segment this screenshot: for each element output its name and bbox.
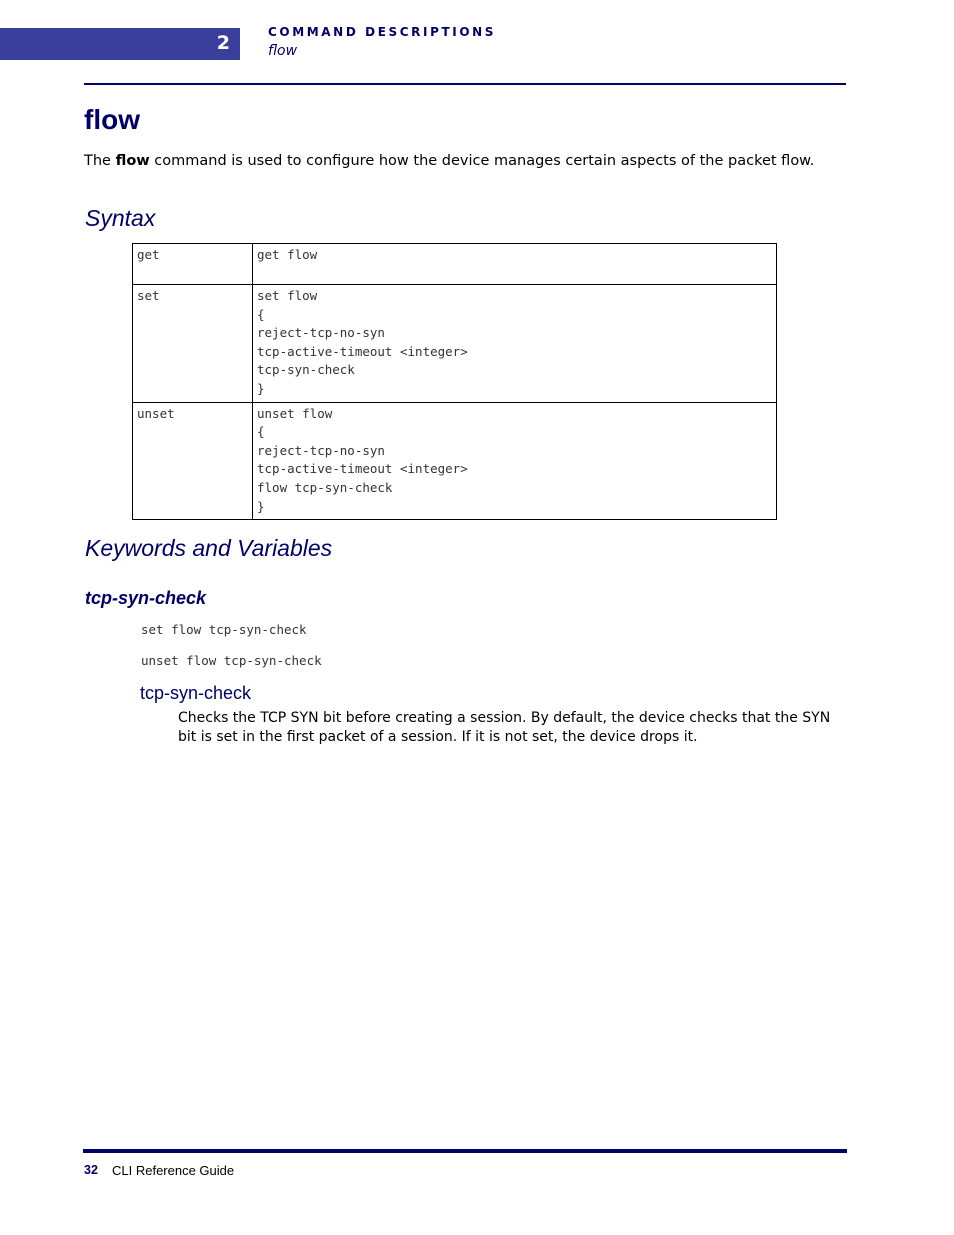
syntax-row-set xyxy=(133,285,777,403)
syntax-row-get xyxy=(133,244,777,285)
keyword-description: Checks the TCP SYN bit before creating a session. By default, the device checks that the SYN bit is set in the first packet of a session. If it is not set, the device drops it. xyxy=(178,710,831,745)
syntax-table xyxy=(132,243,777,520)
intro-prefix: The xyxy=(84,153,116,169)
running-header-subsection: flow xyxy=(268,43,298,59)
footer-rule xyxy=(83,1149,847,1153)
code-example: set flow tcp-syn-check xyxy=(141,622,307,637)
syntax-usage: get flow xyxy=(253,244,777,285)
chapter-number: 2 xyxy=(216,32,230,54)
running-header-section: COMMAND DESCRIPTIONS xyxy=(268,25,497,39)
intro-paragraph xyxy=(84,153,844,169)
syntax-row-unset xyxy=(133,402,777,520)
guide-title: CLI Reference Guide xyxy=(112,1163,235,1178)
code-example: unset flow tcp-syn-check xyxy=(141,653,322,668)
keyword-title: tcp-syn-check xyxy=(85,588,207,608)
intro-command: flow xyxy=(115,153,150,169)
syntax-heading: Syntax xyxy=(85,205,156,231)
page-title: flow xyxy=(84,104,140,135)
keywords-heading: Keywords and Variables xyxy=(85,535,333,561)
syntax-command: get xyxy=(133,244,253,285)
syntax-usage: set flow { reject-tcp-no-syn tcp-active-timeout <integer> tcp-syn-check } xyxy=(253,285,777,403)
keyword-term: tcp-syn-check xyxy=(140,683,252,703)
intro-suffix: command is used to configure how the device manages certain aspects of the packet flow. xyxy=(149,153,815,169)
syntax-command: unset xyxy=(133,402,253,520)
syntax-usage: unset flow { reject-tcp-no-syn tcp-active-timeout <integer> flow tcp-syn-check } xyxy=(253,402,777,520)
syntax-command: set xyxy=(133,285,253,403)
header-rule xyxy=(84,83,846,85)
chapter-tab xyxy=(0,28,240,60)
page-number: 32 xyxy=(84,1163,98,1177)
